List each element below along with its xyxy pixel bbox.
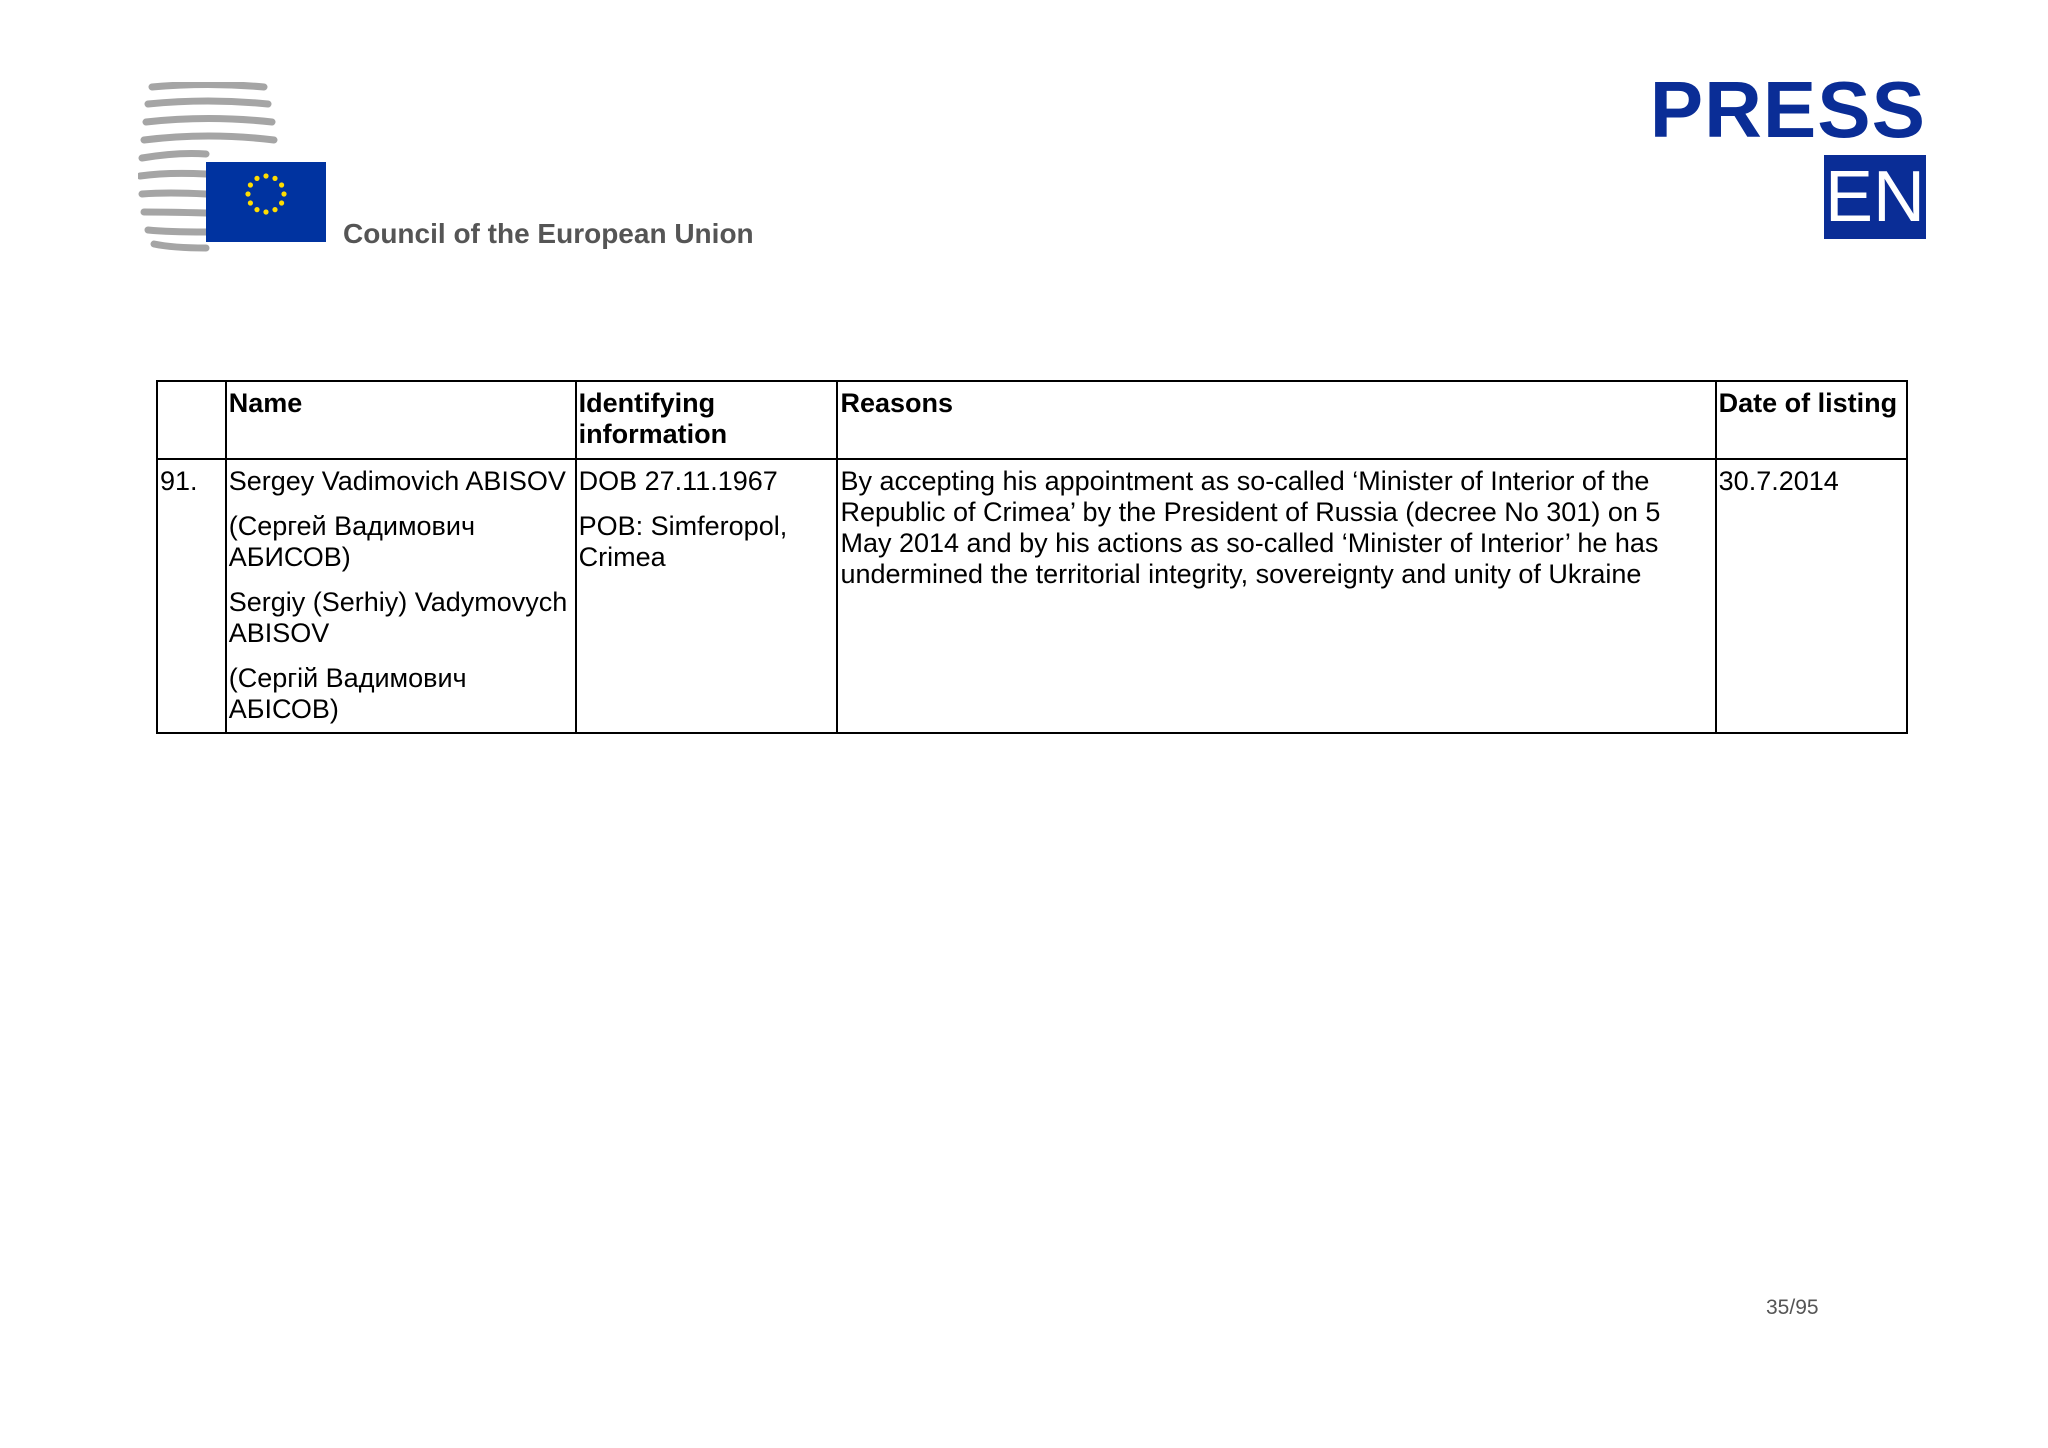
- header-identifying-information: Identifying information: [576, 381, 838, 459]
- table-header-row: [157, 381, 1907, 459]
- row-date-of-listing: 30.7.2014: [1716, 459, 1907, 733]
- table-row: [157, 459, 1907, 733]
- name-ukrainian: (Сергій Вадимович АБІСОВ): [228, 663, 467, 724]
- organization-name: Council of the European Union: [343, 218, 754, 249]
- header-name: Name: [226, 381, 576, 459]
- sanctions-table: [156, 380, 1908, 734]
- row-reasons: By accepting his appointment as so-called ‘Minister of Interior of the Republic of Crimea’ by the President of Russia (decree No 301) on 5 May 2014 and by his actions as so-called ‘Minister of Interior’ he has undermined the territorial integrity, sovereignty and unity of Ukraine: [837, 459, 1715, 733]
- page-number: 35/95: [1766, 1296, 1819, 1319]
- date-of-birth: DOB 27.11.1967: [578, 466, 778, 496]
- place-of-birth: POB: Simferopol, Crimea: [578, 511, 788, 572]
- name-latin: Sergey Vadimovich ABISOV: [228, 466, 566, 496]
- council-logo: [138, 82, 358, 252]
- header-date-of-listing: Date of listing: [1716, 381, 1907, 459]
- row-number: 91.: [157, 459, 226, 733]
- press-label: PRESS: [1649, 65, 1926, 154]
- language-badge: EN: [1824, 157, 1926, 237]
- row-identifying-cell: [576, 459, 838, 733]
- council-eu-flag-logo-icon: [138, 82, 358, 252]
- header-reasons: Reasons: [837, 381, 1715, 459]
- name-latin-ukrainian: Sergiy (Serhiy) Vadymovych ABISOV: [228, 587, 568, 648]
- header-number: [157, 381, 226, 459]
- row-name-cell: [226, 459, 576, 733]
- name-russian: (Сергей Вадимович АБИСОВ): [228, 511, 476, 572]
